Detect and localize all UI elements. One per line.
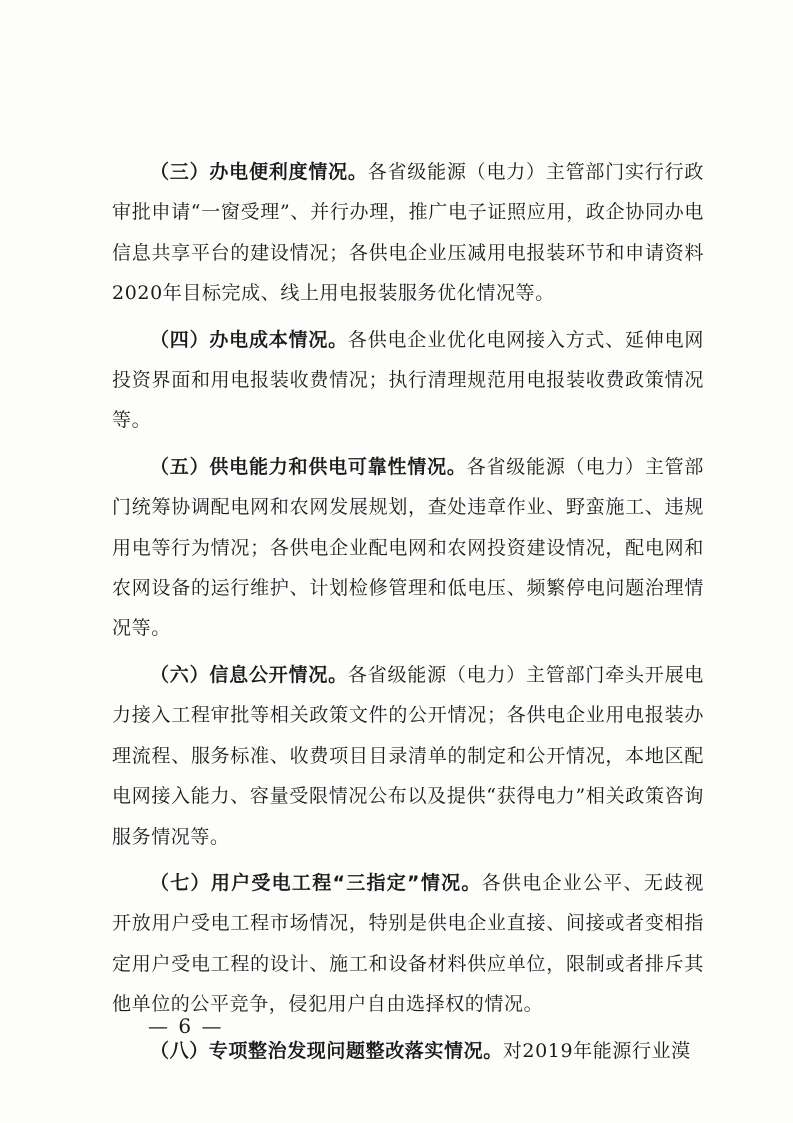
paragraph-3: [112, 152, 704, 314]
body-text: [112, 152, 704, 1077]
paragraph-text: 各省级能源（电力）主管部门统筹协调配电网和农网发展规划，查处违章作业、野蛮施工、违规用电等行为情况；各供电企业配电网和农网投资建设情况，配电网和农网设备的运行维护、计划检修管理和低电压、频繁停电问题治理情况等。: [112, 455, 705, 640]
paragraph-heading: （四）办电成本情况。: [150, 328, 348, 351]
page-number: — 6 —: [148, 1014, 224, 1038]
paragraph-text: 各供电企业优化电网接入方式、延伸电网投资界面和用电报装收费情况；执行清理规范用电报装收费政策情况等。: [112, 328, 704, 432]
paragraph-7: [112, 863, 704, 1025]
paragraph-4: [112, 320, 704, 441]
paragraph-heading: （六）信息公开情况。: [150, 663, 348, 686]
paragraph-heading: （三）办电便利度情况。: [150, 161, 368, 183]
paragraph-heading: （七）用户受电工程“三指定”情况。: [150, 871, 482, 894]
paragraph-6: [112, 655, 704, 857]
paragraph-heading: （八）专项整治发现问题整改落实情况。: [150, 1039, 503, 1062]
paragraph-text: 对2019年能源行业漠: [502, 1039, 691, 1062]
paragraph-5: [112, 447, 704, 649]
paragraph-heading: （五）供电能力和供电可靠性情况。: [150, 455, 467, 478]
paragraph-text: 各供电企业公平、无歧视开放用户受电工程市场情况，特别是供电企业直接、间接或者变相指定用户受电工程的设计、施工和设备材料供应单位，限制或者排斥其他单位的公平竞争，侵犯用户自由选择权的情况。: [112, 871, 704, 1016]
paragraph-text: 各省级能源（电力）主管部门牵头开展电力接入工程审批等相关政策文件的公开情况；各供电企业用电报装办理流程、服务标准、收费项目目录清单的制定和公开情况，本地区配电网接入能力、容量受限情况公布以及提供“获得电力”相关政策咨询服务情况等。: [112, 663, 704, 848]
paragraph-text: 各省级能源（电力）主管部门实行行政审批申请“一窗受理”、并行办理，推广电子证照应用，政企协同办电信息共享平台的建设情况；各供电企业压减用电报装环节和申请资料2020年目标完成、线上用电报装服务优化情况等。: [112, 161, 704, 305]
